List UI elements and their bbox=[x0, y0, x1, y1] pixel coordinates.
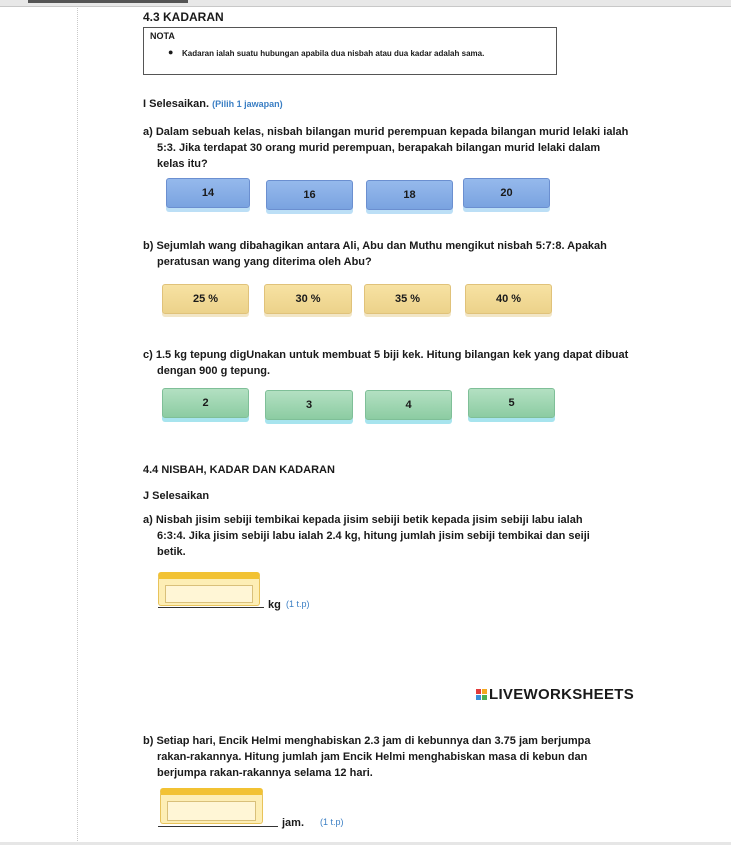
question-b-line-2: peratusan wang yang diterima oleh Abu? bbox=[157, 256, 372, 268]
answer-input-jb[interactable] bbox=[160, 788, 263, 824]
question-jb-line-3: berjumpa rakan-rakannya selama 12 hari. bbox=[157, 767, 373, 779]
question-ja-line-3: betik. bbox=[157, 546, 186, 558]
question-b-line-1: b) Sejumlah wang dibahagikan antara Ali, Abu dan Muthu mengikut nisbah 5:7:8. Apakah bbox=[143, 240, 607, 252]
option-label: 16 bbox=[303, 189, 316, 201]
option-b-40[interactable] bbox=[465, 284, 552, 314]
option-label: 5 bbox=[508, 397, 515, 409]
question-ja-line-1: a) Nisbah jisim sebiji tembikai kepada jisim sebiji betik kepada jisim sebiji labu ialah bbox=[143, 514, 583, 526]
option-b-35[interactable] bbox=[364, 284, 451, 314]
note-box bbox=[143, 27, 557, 75]
option-label: 3 bbox=[305, 399, 313, 411]
option-b-30[interactable] bbox=[264, 284, 352, 314]
question-jb-line-1: b) Setiap hari, Encik Helmi menghabiskan 2.3 jam di kebunnya dan 3.75 jam berjumpa bbox=[143, 735, 591, 747]
section-title-kadaran: 4.3 KADARAN bbox=[143, 10, 224, 24]
option-label: 35 % bbox=[394, 293, 421, 305]
option-label: 25 % bbox=[192, 293, 219, 305]
option-label: 14 bbox=[201, 187, 215, 199]
option-a-18[interactable] bbox=[366, 180, 453, 210]
question-a-line-2: 5:3. Jika terdapat 30 orang murid perempuan, berapakah bilangan murid lelaki dalam bbox=[157, 142, 601, 154]
question-a-line-3: kelas itu? bbox=[157, 158, 208, 170]
toolbar-edge bbox=[28, 0, 188, 3]
precision-jb: (1 t.p) bbox=[320, 817, 344, 827]
liveworksheets-logo bbox=[476, 686, 634, 703]
option-label: 40 % bbox=[495, 293, 522, 305]
part-i-heading bbox=[143, 96, 283, 112]
question-c-line-1: c) 1.5 kg tepung digUnakan untuk membuat 5 biji kek. Hitung bilangan kek yang dapat dibuat bbox=[143, 349, 629, 361]
top-toolbar bbox=[0, 0, 731, 7]
unit-jam: jam. bbox=[282, 817, 305, 829]
option-c-5[interactable] bbox=[468, 388, 555, 418]
margin-guide bbox=[77, 8, 78, 845]
question-jb-line-2: rakan-rakannya. Hitung jumlah jam Encik Helmi menghabiskan masa di kebun dan bbox=[157, 751, 588, 763]
answer-line-jb bbox=[158, 826, 278, 827]
option-label: 4 bbox=[405, 399, 412, 411]
liveworksheets-text: LIVEWORKSHEETS bbox=[489, 686, 635, 703]
option-a-20[interactable] bbox=[463, 178, 550, 208]
part-i-label: I Selesaikan. bbox=[143, 98, 210, 110]
answer-input-ja-field[interactable] bbox=[165, 585, 253, 603]
answer-line-ja bbox=[158, 607, 264, 608]
section-title-nisbah: 4.4 NISBAH, KADAR DAN KADARAN bbox=[143, 464, 335, 476]
option-a-16[interactable] bbox=[266, 180, 353, 210]
bullet-icon: ● bbox=[168, 47, 174, 57]
option-a-14[interactable] bbox=[166, 178, 250, 208]
part-i-hint: (Pilih 1 jawapan) bbox=[212, 99, 283, 109]
option-label: 18 bbox=[403, 189, 416, 201]
unit-kg: kg bbox=[268, 599, 281, 611]
note-bullet-text: Kadaran ialah suatu hubungan apabila dua nisbah atau dua kadar adalah sama. bbox=[182, 49, 485, 58]
question-c-line-2: dengan 900 g tepung. bbox=[157, 365, 271, 377]
note-title: NOTA bbox=[150, 31, 175, 41]
answer-input-jb-field[interactable] bbox=[167, 801, 256, 821]
liveworksheets-icon bbox=[476, 689, 487, 700]
option-c-3[interactable] bbox=[265, 390, 353, 420]
option-label: 20 bbox=[500, 187, 513, 199]
option-label: 2 bbox=[202, 397, 209, 409]
question-ja-line-2: 6:3:4. Jika jisim sebiji labu ialah 2.4 kg, hitung jumlah jisim sebiji tembikai dan seiji bbox=[157, 530, 590, 542]
precision-ja: (1 t.p) bbox=[286, 599, 310, 609]
question-a-line-1: a) Dalam sebuah kelas, nisbah bilangan murid perempuan kepada bilangan murid lelaki ialah bbox=[143, 126, 629, 138]
option-b-25[interactable] bbox=[162, 284, 249, 314]
option-label: 30 % bbox=[295, 293, 321, 305]
option-c-2[interactable] bbox=[162, 388, 249, 418]
option-c-4[interactable] bbox=[365, 390, 452, 420]
answer-input-ja[interactable] bbox=[158, 572, 260, 606]
part-j-heading: J Selesaikan bbox=[143, 490, 210, 502]
